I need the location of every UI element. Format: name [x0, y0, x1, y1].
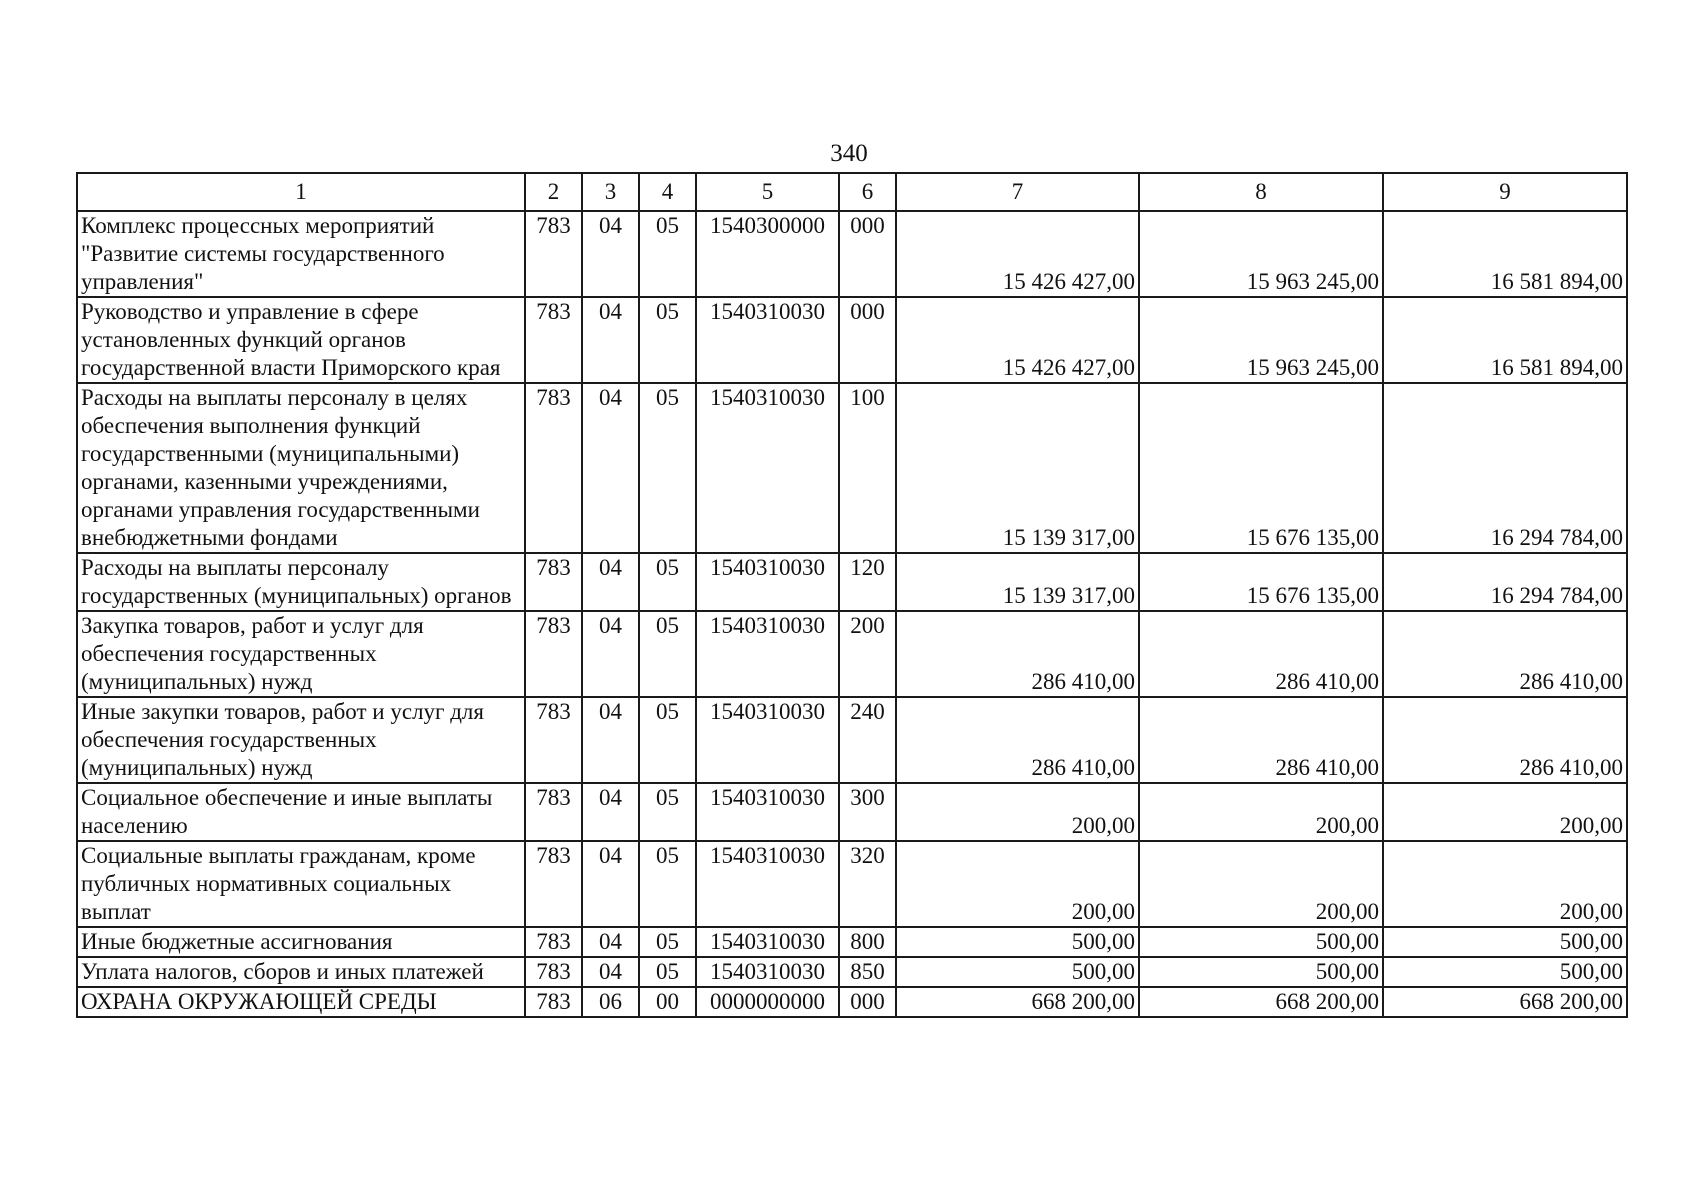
- amount-col-9: 200,00: [1383, 841, 1627, 927]
- cell-col-6: 320: [839, 841, 896, 927]
- row-name: Иные бюджетные ассигнования: [77, 927, 525, 957]
- cell-col-6: 000: [839, 297, 896, 383]
- column-number: 6: [839, 173, 896, 211]
- cell-col-5: 1540310030: [696, 553, 839, 611]
- amount-col-9: 500,00: [1383, 927, 1627, 957]
- table-row: [77, 611, 1627, 697]
- table-row: [77, 927, 1627, 957]
- amount-col-8: 15 963 245,00: [1139, 211, 1383, 297]
- amount-col-7: 15 426 427,00: [896, 211, 1139, 297]
- cell-col-5: 1540310030: [696, 697, 839, 783]
- cell-col-6: 000: [839, 987, 896, 1017]
- cell-col-4: 05: [639, 383, 696, 553]
- column-number-row: [77, 173, 1627, 211]
- row-name: Уплата налогов, сборов и иных платежей: [77, 957, 525, 987]
- cell-col-2: 783: [525, 957, 582, 987]
- amount-col-9: 500,00: [1383, 957, 1627, 987]
- column-number: 2: [525, 173, 582, 211]
- table-row: [77, 841, 1627, 927]
- amount-col-9: 16 581 894,00: [1383, 297, 1627, 383]
- cell-col-5: 1540310030: [696, 611, 839, 697]
- row-name: Закупка товаров, работ и услуг для обеспечения государственных (муниципальных) нужд: [77, 611, 525, 697]
- row-name: Комплекс процессных мероприятий "Развитие системы государственного управления": [77, 211, 525, 297]
- amount-col-7: 286 410,00: [896, 611, 1139, 697]
- amount-col-8: 286 410,00: [1139, 697, 1383, 783]
- cell-col-2: 783: [525, 211, 582, 297]
- amount-col-7: 15 139 317,00: [896, 553, 1139, 611]
- cell-col-6: 120: [839, 553, 896, 611]
- cell-col-6: 000: [839, 211, 896, 297]
- table-row: [77, 783, 1627, 841]
- cell-col-4: 05: [639, 697, 696, 783]
- row-name: Социальные выплаты гражданам, кроме публичных нормативных социальных выплат: [77, 841, 525, 927]
- cell-col-5: 0000000000: [696, 987, 839, 1017]
- cell-col-3: 04: [582, 383, 639, 553]
- amount-col-8: 15 963 245,00: [1139, 297, 1383, 383]
- cell-col-4: 05: [639, 553, 696, 611]
- row-name: Социальное обеспечение и иные выплаты населению: [77, 783, 525, 841]
- column-number: 7: [896, 173, 1139, 211]
- page-number: 340: [830, 140, 868, 167]
- cell-col-2: 783: [525, 611, 582, 697]
- cell-col-4: 05: [639, 927, 696, 957]
- cell-col-4: 00: [639, 987, 696, 1017]
- cell-col-3: 06: [582, 987, 639, 1017]
- cell-col-2: 783: [525, 297, 582, 383]
- amount-col-9: 668 200,00: [1383, 987, 1627, 1017]
- cell-col-3: 04: [582, 697, 639, 783]
- cell-col-6: 850: [839, 957, 896, 987]
- cell-col-5: 1540310030: [696, 957, 839, 987]
- amount-col-9: 16 294 784,00: [1383, 383, 1627, 553]
- cell-col-2: 783: [525, 783, 582, 841]
- cell-col-4: 05: [639, 611, 696, 697]
- amount-col-8: 500,00: [1139, 957, 1383, 987]
- cell-col-3: 04: [582, 211, 639, 297]
- cell-col-3: 04: [582, 957, 639, 987]
- cell-col-6: 800: [839, 927, 896, 957]
- cell-col-5: 1540310030: [696, 841, 839, 927]
- cell-col-2: 783: [525, 841, 582, 927]
- amount-col-8: 15 676 135,00: [1139, 553, 1383, 611]
- amount-col-7: 668 200,00: [896, 987, 1139, 1017]
- amount-col-8: 286 410,00: [1139, 611, 1383, 697]
- cell-col-2: 783: [525, 697, 582, 783]
- amount-col-9: 16 581 894,00: [1383, 211, 1627, 297]
- table-row: [77, 697, 1627, 783]
- amount-col-8: 500,00: [1139, 927, 1383, 957]
- row-name: Иные закупки товаров, работ и услуг для обеспечения государственных (муниципальных) нужд: [77, 697, 525, 783]
- amount-col-7: 200,00: [896, 783, 1139, 841]
- cell-col-5: 1540300000: [696, 211, 839, 297]
- table-row: [77, 957, 1627, 987]
- cell-col-2: 783: [525, 927, 582, 957]
- amount-col-7: 286 410,00: [896, 697, 1139, 783]
- table-row: [77, 383, 1627, 553]
- table-row: [77, 211, 1627, 297]
- budget-table-body: [77, 173, 1627, 1017]
- amount-col-8: 15 676 135,00: [1139, 383, 1383, 553]
- cell-col-3: 04: [582, 841, 639, 927]
- cell-col-4: 05: [639, 211, 696, 297]
- cell-col-3: 04: [582, 553, 639, 611]
- amount-col-8: 200,00: [1139, 783, 1383, 841]
- cell-col-2: 783: [525, 383, 582, 553]
- amount-col-7: 15 426 427,00: [896, 297, 1139, 383]
- cell-col-3: 04: [582, 783, 639, 841]
- cell-col-6: 300: [839, 783, 896, 841]
- cell-col-4: 05: [639, 957, 696, 987]
- column-number: 8: [1139, 173, 1383, 211]
- table-row: [77, 553, 1627, 611]
- row-name: Руководство и управление в сфере установленных функций органов государственной власти Приморского края: [77, 297, 525, 383]
- cell-col-3: 04: [582, 611, 639, 697]
- column-number: 1: [77, 173, 525, 211]
- row-name: Расходы на выплаты персоналу в целях обеспечения выполнения функций государственными (муниципальными) органами, казенными учреждениями, органами управления государственными внебюджетными фондами: [77, 383, 525, 553]
- amount-col-9: 286 410,00: [1383, 697, 1627, 783]
- cell-col-6: 100: [839, 383, 896, 553]
- column-number: 9: [1383, 173, 1627, 211]
- cell-col-5: 1540310030: [696, 383, 839, 553]
- amount-col-9: 200,00: [1383, 783, 1627, 841]
- cell-col-5: 1540310030: [696, 297, 839, 383]
- cell-col-5: 1540310030: [696, 927, 839, 957]
- table-row: [77, 987, 1627, 1017]
- row-name: Расходы на выплаты персоналу государственных (муниципальных) органов: [77, 553, 525, 611]
- amount-col-7: 500,00: [896, 957, 1139, 987]
- cell-col-6: 200: [839, 611, 896, 697]
- budget-table: [76, 172, 1628, 1018]
- column-number: 4: [639, 173, 696, 211]
- table-row: [77, 297, 1627, 383]
- cell-col-2: 783: [525, 987, 582, 1017]
- cell-col-3: 04: [582, 297, 639, 383]
- cell-col-4: 05: [639, 297, 696, 383]
- column-number: 3: [582, 173, 639, 211]
- row-name: ОХРАНА ОКРУЖАЮЩЕЙ СРЕДЫ: [77, 987, 525, 1017]
- column-number: 5: [696, 173, 839, 211]
- cell-col-3: 04: [582, 927, 639, 957]
- cell-col-4: 05: [639, 841, 696, 927]
- cell-col-4: 05: [639, 783, 696, 841]
- amount-col-9: 286 410,00: [1383, 611, 1627, 697]
- amount-col-7: 200,00: [896, 841, 1139, 927]
- cell-col-5: 1540310030: [696, 783, 839, 841]
- amount-col-9: 16 294 784,00: [1383, 553, 1627, 611]
- cell-col-2: 783: [525, 553, 582, 611]
- cell-col-6: 240: [839, 697, 896, 783]
- amount-col-8: 668 200,00: [1139, 987, 1383, 1017]
- amount-col-7: 500,00: [896, 927, 1139, 957]
- amount-col-7: 15 139 317,00: [896, 383, 1139, 553]
- amount-col-8: 200,00: [1139, 841, 1383, 927]
